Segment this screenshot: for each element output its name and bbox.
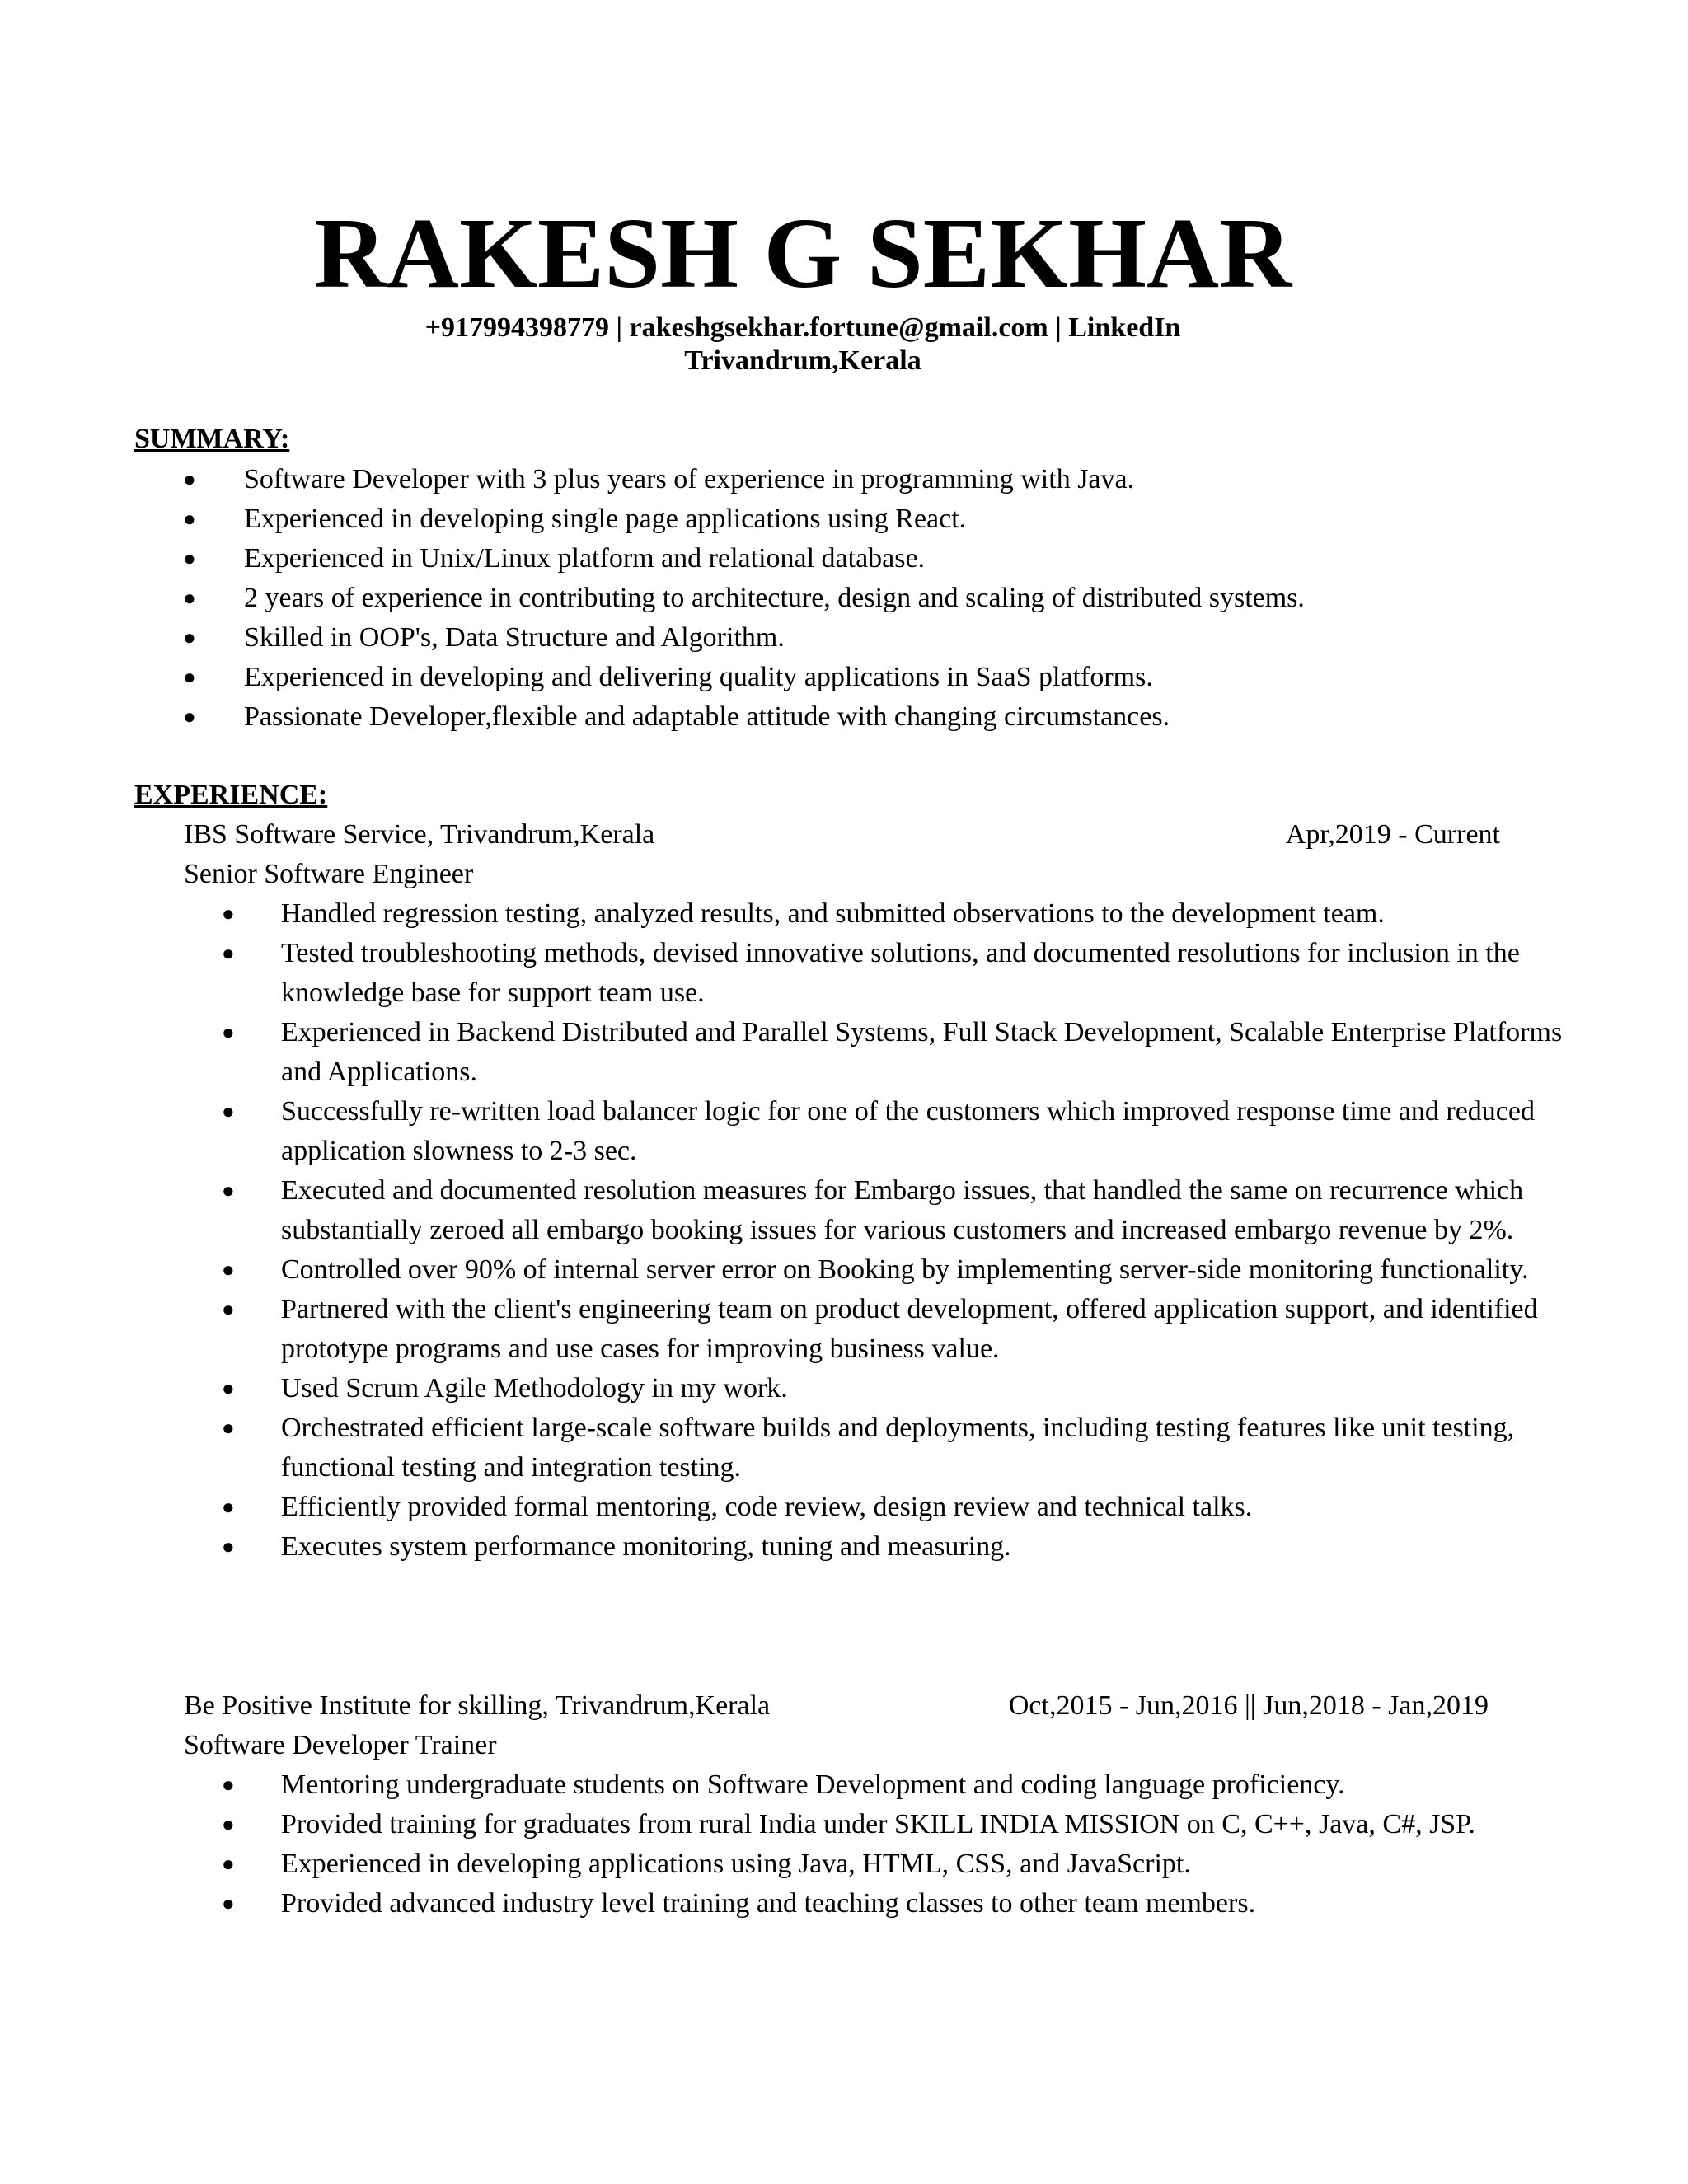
bullet-icon: ● bbox=[222, 902, 235, 926]
job-title: Senior Software Engineer bbox=[184, 859, 474, 889]
bullet-item bbox=[222, 894, 1567, 934]
summary-list bbox=[183, 460, 1596, 737]
location-line: Trivandrum,Kerala bbox=[684, 345, 921, 376]
bullet-text: Experienced in Backend Distributed and Parallel Systems, Full Stack Development, Scalable Enterprise Platforms and Applications. bbox=[281, 1017, 1563, 1087]
bullet-item bbox=[222, 1488, 1567, 1527]
job-company: Be Positive Institute for skilling, Trivandrum,Kerala bbox=[184, 1690, 771, 1721]
bullet-icon: ● bbox=[222, 1891, 235, 1915]
bullet-icon: ● bbox=[183, 546, 196, 570]
summary-heading: SUMMARY: bbox=[134, 424, 290, 454]
bullet-item bbox=[222, 1290, 1567, 1369]
bullet-item bbox=[222, 1250, 1567, 1290]
bullet-icon: ● bbox=[222, 1020, 235, 1044]
bullet-item bbox=[183, 539, 1596, 579]
bullet-text: Skilled in OOP's, Data Structure and Algorithm. bbox=[244, 622, 785, 653]
bullet-item bbox=[222, 1408, 1567, 1488]
bullet-text: Tested troubleshooting methods, devised innovative solutions, and documented resolutions for inclusion in the knowledge base for support team use. bbox=[281, 938, 1520, 1008]
bullet-text: Used Scrum Agile Methodology in my work. bbox=[281, 1373, 788, 1404]
bullet-item bbox=[222, 1092, 1567, 1171]
bullet-icon: ● bbox=[222, 1852, 235, 1876]
bullet-text: Mentoring undergraduate students on Software Development and coding language proficiency. bbox=[281, 1769, 1345, 1800]
bullet-item bbox=[222, 1805, 1567, 1844]
bullet-item bbox=[222, 1527, 1567, 1567]
bullet-icon: ● bbox=[222, 1773, 235, 1797]
bullet-icon: ● bbox=[183, 586, 196, 610]
job-dates: Apr,2019 - Current bbox=[1285, 819, 1500, 850]
bullet-item bbox=[183, 460, 1596, 499]
bullet-item bbox=[222, 934, 1567, 1013]
bullet-icon: ● bbox=[222, 1376, 235, 1400]
bullet-item bbox=[183, 579, 1596, 618]
bullet-item bbox=[222, 1369, 1567, 1408]
bullet-item bbox=[183, 658, 1596, 697]
bullet-icon: ● bbox=[183, 467, 196, 491]
bullet-text: Executes system performance monitoring, tuning and measuring. bbox=[281, 1531, 1011, 1562]
bullet-icon: ● bbox=[222, 941, 235, 965]
bullet-text: Handled regression testing, analyzed results, and submitted observations to the development team. bbox=[281, 898, 1385, 929]
bullet-text: Orchestrated efficient large-scale software builds and deployments, including testing features like unit testing, functional testing and integration testing. bbox=[281, 1413, 1515, 1483]
bullet-text: Software Developer with 3 plus years of experience in programming with Java. bbox=[244, 464, 1135, 494]
bullet-text: Executed and documented resolution measures for Embargo issues, that handled the same on recurrence which substantially zeroed all embargo booking issues for various customers and increased embargo revenue by 2%. bbox=[281, 1175, 1524, 1245]
bullet-item bbox=[222, 1844, 1567, 1884]
bullet-text: Experienced in developing and delivering quality applications in SaaS platforms. bbox=[244, 662, 1153, 692]
bullet-icon: ● bbox=[183, 665, 196, 689]
bullet-text: Experienced in Unix/Linux platform and relational database. bbox=[244, 543, 926, 574]
bullet-icon: ● bbox=[222, 1179, 235, 1202]
bullet-item bbox=[183, 499, 1596, 539]
bullet-item bbox=[222, 1884, 1567, 1924]
bullet-text: Experienced in developing single page applications using React. bbox=[244, 504, 967, 534]
job-responsibilities-list bbox=[222, 1765, 1567, 1924]
bullet-item bbox=[222, 1765, 1567, 1805]
job-title: Software Developer Trainer bbox=[184, 1730, 497, 1760]
bullet-icon: ● bbox=[222, 1416, 235, 1440]
job-dates: Oct,2015 - Jun,2016 || Jun,2018 - Jan,2019 bbox=[1008, 1690, 1489, 1721]
bullet-item bbox=[183, 618, 1596, 658]
bullet-text: Provided advanced industry level training and teaching classes to other team members. bbox=[281, 1888, 1256, 1919]
bullet-text: Experienced in developing applications using Java, HTML, CSS, and JavaScript. bbox=[281, 1849, 1191, 1879]
bullet-icon: ● bbox=[222, 1297, 235, 1321]
experience-heading: EXPERIENCE: bbox=[134, 780, 328, 810]
bullet-item bbox=[183, 697, 1596, 737]
bullet-text: Controlled over 90% of internal server error on Booking by implementing server-side monitoring functionality. bbox=[281, 1254, 1529, 1285]
bullet-text: Provided training for graduates from rural India under SKILL INDIA MISSION on C, C++, Java, C#, JSP. bbox=[281, 1809, 1475, 1840]
bullet-item bbox=[222, 1171, 1567, 1250]
candidate-name: RAKESH G SEKHAR bbox=[313, 198, 1292, 309]
bullet-icon: ● bbox=[183, 705, 196, 729]
bullet-text: Partnered with the client's engineering team on product development, offered application support, and identified prototype programs and use cases for improving business value. bbox=[281, 1294, 1538, 1364]
bullet-text: Efficiently provided formal mentoring, code review, design review and technical talks. bbox=[281, 1492, 1253, 1522]
bullet-icon: ● bbox=[222, 1258, 235, 1282]
bullet-text: Successfully re-written load balancer logic for one of the customers which improved response time and reduced application slowness to 2-3 sec. bbox=[281, 1096, 1535, 1166]
job-company: IBS Software Service, Trivandrum,Kerala bbox=[184, 819, 655, 850]
bullet-icon: ● bbox=[222, 1812, 235, 1836]
bullet-icon: ● bbox=[222, 1099, 235, 1123]
bullet-icon: ● bbox=[222, 1495, 235, 1519]
bullet-item bbox=[222, 1013, 1567, 1092]
bullet-icon: ● bbox=[222, 1535, 235, 1558]
contact-line: +917994398779 | rakeshgsekhar.fortune@gmail.com | LinkedIn bbox=[424, 312, 1181, 343]
bullet-text: 2 years of experience in contributing to architecture, design and scaling of distributed systems. bbox=[244, 583, 1305, 613]
bullet-text: Passionate Developer,flexible and adaptable attitude with changing circumstances. bbox=[244, 701, 1170, 732]
job-responsibilities-list bbox=[222, 894, 1567, 1567]
bullet-icon: ● bbox=[183, 507, 196, 531]
bullet-icon: ● bbox=[183, 626, 196, 649]
